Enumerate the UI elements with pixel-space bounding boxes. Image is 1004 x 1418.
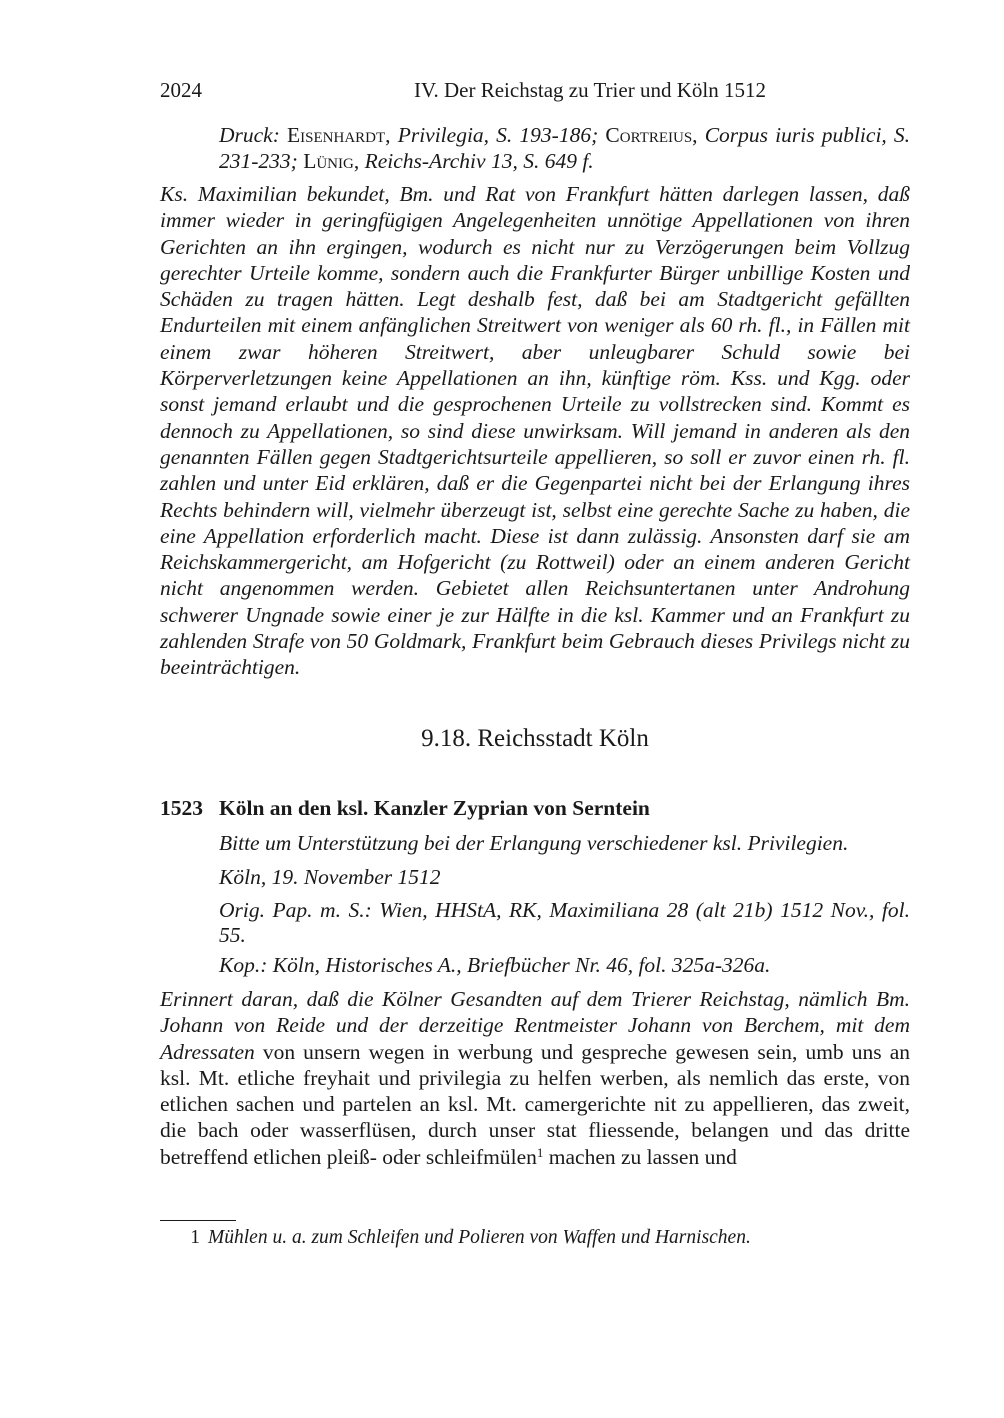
footnote-marker: 1	[536, 1144, 544, 1160]
running-title: IV. Der Reichstag zu Trier und Köln 1512	[414, 78, 766, 102]
document-heading	[160, 796, 910, 821]
regest-paragraph: Ks. Maximilian bekundet, Bm. und Rat von Frankfurt hätten darlegen lassen, daß immer wieder in geringfügigen Angelegenheiten unnötige Appellationen von ihren Gerichten an ihn ergingen, wodurch es nicht nur zu Verzögerungen beim Vollzug gerechter Urteile komme, sondern auch die Frankfurter Bürger unbillige Kosten und Schäden zu tragen hätten. Legt deshalb fest, daß bei am Stadtgericht gefällten Endurteilen mit einem anfänglichen Streitwert von weniger als 60 rh. fl., in Fällen mit einem zwar höheren Streitwert, aber unleugbarer Schuld sowie bei Körperverletzungen keine Appellationen an ihn, künftige röm. Kss. und Kgg. oder sonst jemand erlaubt und die gesprochenen Urteile zu vollstrecken sind. Kommt es dennoch zu Appellationen, so sind diese unwirksam. Will jemand in anderen als den genannten Fällen gegen Stadtgerichtsurteile appellieren, so soll er zuvor einen rh. fl. zahlen und unter Eid erklären, daß er die Gegenpartei nicht bei der Erlangung ihres Rechts behindern will, vielmehr überzeugt ist, selbst eine gerechte Sache zu haben, die eine Appellation erforderlich macht. Diese ist dann zulässig. Ansonsten darf sie am Reichskammergericht, am Hofgericht (zu Rottweil) oder an einem anderen Gericht nicht angenommen werden. Gebietet allen Reichsuntertanen unter Androhung schwerer Ungnade sowie einer je zur Hälfte in die ksl. Kammer und an Frankfurt zu zahlenden Strafe von 50 Goldmark, Frankfurt beim Gebrauch dieses Privilegs nicht zu beeinträchtigen.	[160, 182, 910, 680]
copy-source: Kop.: Köln, Historisches A., Briefbücher Nr. 46, fol. 325a-326a.	[219, 953, 771, 977]
footnote-divider	[160, 1220, 236, 1221]
print-references	[219, 122, 910, 175]
document-title: Köln an den ksl. Kanzler Zyprian von Serntein	[219, 796, 650, 820]
body-italic-part: Erinnert daran, daß die Kölner Gesandten auf dem Trierer Reichstag, nämlich Bm. Johann von Reide und der derzeitige Rentmeister Johann von Berchem, mit dem Adressaten	[160, 987, 910, 1064]
ref3-title: Reichs-Archiv 13, S. 649 f.	[364, 149, 594, 174]
body-end: machen zu lassen und	[543, 1144, 737, 1169]
druck-label: Druck:	[219, 123, 280, 147]
ref1-title: Privilegia, S. 193-186;	[397, 123, 599, 147]
ref1-author: Eisenhardt,	[287, 123, 391, 147]
footnote	[160, 1227, 910, 1249]
section-title: 9.18. Reichsstadt Köln	[421, 725, 649, 752]
page-number: 2024	[160, 78, 202, 102]
footnote-text: Mühlen u. a. zum Schleifen und Polieren von Waffen und Harnischen.	[208, 1227, 751, 1248]
footnote-number: 1	[190, 1227, 200, 1248]
document-date: Köln, 19. November 1512	[219, 865, 441, 889]
document-body	[160, 986, 910, 1170]
ref2-author: Cortreius,	[605, 123, 698, 147]
ref2-title: Corpus iuris publici, S. 231-233;	[219, 123, 911, 174]
running-header	[160, 78, 910, 108]
document-number: 1523	[160, 796, 203, 820]
body-roman-part: von unsern wegen in werbung und gespreche gewesen sein, umb uns an ksl. Mt. etliche freyhait und privilegia zu helfen werben, als nemlich das erste, von etlichen sachen und partelen an ksl. Mt. camergerichte nit zu appellieren, das zweit, die bach oder wasserflüsen, durch unser stat fliessende, belangen und das dritte betreffend etlichen pleiß- oder schleifmülen	[160, 1039, 910, 1169]
document-summary: Bitte um Unterstützung bei der Erlangung verschiedener ksl. Privilegien.	[219, 831, 849, 855]
ref3-author: Lünig,	[303, 149, 360, 174]
original-source: Orig. Pap. m. S.: Wien, HHStA, RK, Maximiliana 28 (alt 21b) 1512 Nov., fol. 55.	[219, 898, 910, 947]
